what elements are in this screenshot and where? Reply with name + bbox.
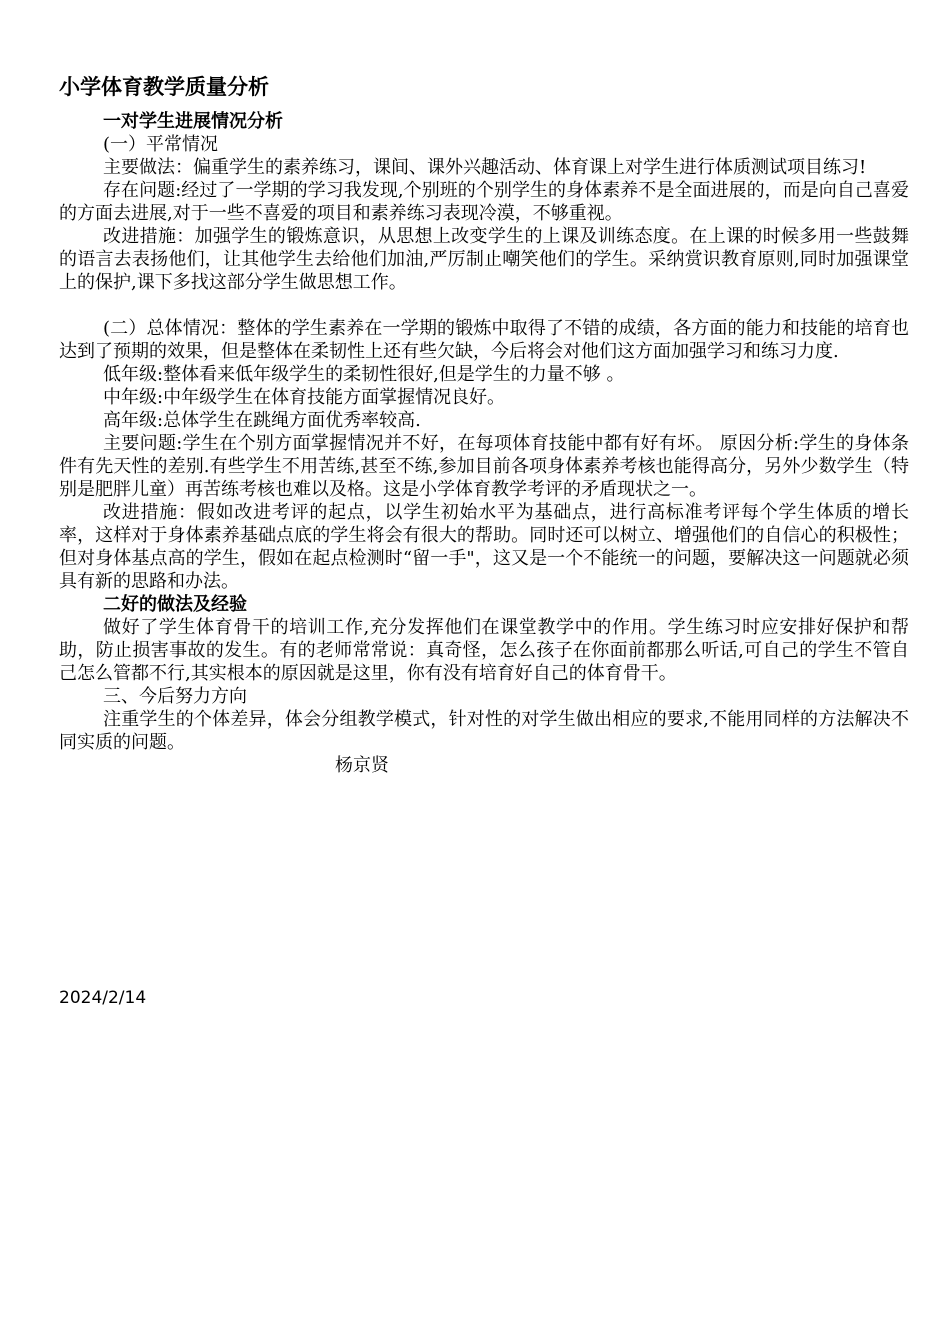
paragraph-existing-problems: 存在问题:经过了一学期的学习我发现,个别班的个别学生的身体素养不是全面进展的，而是向自己喜爱的方面去进展,对于一些不喜爱的项目和素养练习表现冷漠，不够重视。 (59, 180, 909, 224)
date-block (59, 984, 146, 1010)
paragraph-good-practices: 做好了学生体育骨干的培训工作,充分发挥他们在课堂教学中的作用。学生练习时应安排好保护和帮助，防止损害事故的发生。有的老师常常说：真奇怪，怎么孩子在你面前都那么听话,可自己的学生不管自己怎么管都不行,其实根本的原因就是这里，你有没有培育好自己的体育骨干。 (59, 617, 909, 684)
author-signature: 杨京贤 (335, 755, 389, 776)
document-title: 小学体育教学质量分析 (59, 75, 269, 99)
paragraph-overall-situation: (二）总体情况：整体的学生素养在一学期的锻炼中取得了不错的成绩，各方面的能力和技能的培育也达到了预期的效果，但是整体在柔韧性上还有些欠缺，今后将会对他们这方面加强学习和练习力度. (59, 318, 909, 362)
paragraph-assessment-improvement: 改进措施：假如改进考评的起点，以学生初始水平为基础点，进行高标准考评每个学生体质的增长率，这样对于身体素养基础点底的学生将会有很大的帮助。同时还可以树立、增强他们的自信心的积极性；但对身体基点高的学生，假如在起点检测时“留一手"，这又是一个不能统一的问题，要解决这一问题就必须具有新的思路和办法。 (59, 502, 909, 592)
grade-middle: 中年级:中年级学生在体育技能方面掌握情况良好。 (103, 387, 506, 408)
grade-low: 低年级:整体看来低年级学生的柔韧性很好,但是学生的力量不够 。 (103, 364, 625, 385)
blank-line (59, 294, 909, 317)
section3-heading: 三、今后努力方向 (103, 686, 247, 707)
section1-part1-heading: (一）平常情况 (103, 134, 219, 155)
document-page (59, 70, 909, 777)
paragraph-main-issues: 主要问题:学生在个别方面掌握情况并不好，在每项体育技能中都有好有坏。 原因分析:学生的身体条件有先天性的差别.有些学生不用苦练,甚至不练,参加目前各项身体素养考核也能得高分，另外少数学生（特别是肥胖儿童）再苦练考核也难以及格。这是小学体育教学考评的矛盾现状之一。 (59, 433, 909, 500)
paragraph-main-approach: 主要做法：偏重学生的素养练习，课间、课外兴趣活动、体育课上对学生进行体质测试项目练习! (103, 157, 867, 178)
paragraph-improvement-measures: 改进措施：加强学生的锻炼意识，从思想上改变学生的上课及训练态度。在上课的时候多用一些鼓舞的语言去表扬他们，让其他学生去给他们加油,严厉制止嘲笑他们的学生。采纳赏识教育原则,同时加强课堂上的保护,课下多找这部分学生做思想工作。 (59, 226, 909, 293)
section2-heading: 二好的做法及经验 (103, 594, 247, 615)
grade-high: 高年级:总体学生在跳绳方面优秀率较高. (103, 410, 421, 431)
section1-heading: 一对学生进展情况分析 (103, 111, 283, 132)
document-date: 2024/2/14 (59, 988, 147, 1008)
paragraph-future-direction: 注重学生的个体差异，体会分组教学模式，针对性的对学生做出相应的要求,不能用同样的方法解决不同实质的问题。 (59, 709, 909, 753)
